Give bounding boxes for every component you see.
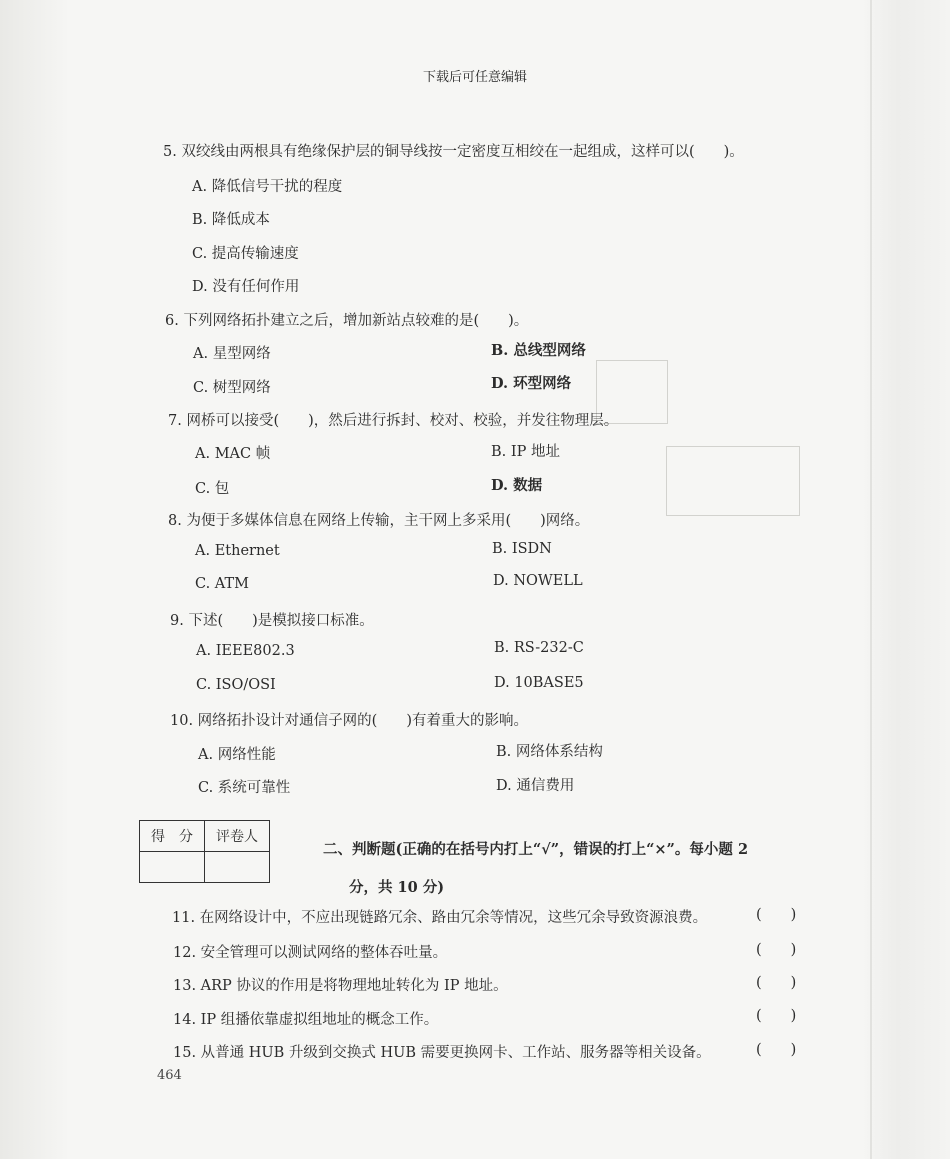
option-5a: A. 降低信号干扰的程度 <box>192 179 343 195</box>
option-8c: C. ATM <box>195 576 249 592</box>
option-7a: A. MAC 帧 <box>195 446 271 462</box>
tf-item-11: 11. 在网络设计中，不应出现链路冗余、路由冗余等情况，这些冗余导致资源浪费。 <box>172 910 708 926</box>
section-2-title-cont: 分，共 10 分) <box>349 879 445 896</box>
score-header: 得 分 <box>140 821 205 852</box>
tf-item-13: 13. ARP 协议的作用是将物理地址转化为 IP 地址。 <box>173 978 508 994</box>
tf-paren-11: ( ) <box>756 907 797 923</box>
score-cell <box>140 852 205 883</box>
tf-item-15: 15. 从普通 HUB 升级到交换式 HUB 需要更换网卡、工作站、服务器等相关设备。 <box>173 1045 711 1061</box>
page-shadow-right <box>862 0 950 1159</box>
score-table <box>139 820 270 883</box>
grader-header: 评卷人 <box>205 821 270 852</box>
grader-cell <box>205 852 270 883</box>
option-8d: D. NOWELL <box>493 573 583 589</box>
option-7b: B. IP 地址 <box>491 444 560 460</box>
option-10a: A. 网络性能 <box>198 747 276 763</box>
option-9d: D. 10BASE5 <box>494 675 584 691</box>
question-5: 5. 双绞线由两根具有绝缘保护层的铜导线按一定密度互相绞在一起组成，这样可以( )。 <box>163 144 744 160</box>
option-10d: D. 通信费用 <box>496 778 575 794</box>
tf-paren-13: ( ) <box>756 975 797 991</box>
option-5d: D. 没有任何作用 <box>192 279 300 295</box>
option-5c: C. 提高传输速度 <box>192 246 299 262</box>
option-9c: C. ISO/OSI <box>196 677 276 693</box>
option-6c: C. 树型网络 <box>193 380 271 396</box>
option-9b: B. RS-232-C <box>494 640 584 656</box>
page-header: 下载后可任意编辑 <box>422 70 527 85</box>
option-6b: B. 总线型网络 <box>491 342 586 359</box>
question-10: 10. 网络拓扑设计对通信子网的( )有着重大的影响。 <box>170 713 528 729</box>
option-9a: A. IEEE802.3 <box>196 643 295 659</box>
option-10c: C. 系统可靠性 <box>198 780 291 796</box>
option-7c: C. 包 <box>195 481 230 497</box>
option-6d: D. 环型网络 <box>491 375 572 392</box>
tf-item-12: 12. 安全管理可以测试网络的整体吞吐量。 <box>173 945 448 961</box>
option-8a: A. Ethernet <box>195 543 280 559</box>
option-5b: B. 降低成本 <box>192 212 270 228</box>
tf-paren-12: ( ) <box>756 942 797 958</box>
option-8b: B. ISDN <box>492 541 552 557</box>
bleed-through-box <box>666 446 800 516</box>
option-7d: D. 数据 <box>491 477 543 494</box>
option-10b: B. 网络体系结构 <box>496 744 603 760</box>
page-shadow-left <box>0 0 70 1159</box>
question-7: 7. 网桥可以接受( )，然后进行拆封、校对、校验，并发往物理层。 <box>168 413 619 429</box>
tf-paren-14: ( ) <box>756 1008 797 1024</box>
page-number: 464 <box>157 1068 182 1083</box>
section-2-title: 二、判断题(正确的在括号内打上“√”，错误的打上“×”。每小题 2 <box>323 841 749 858</box>
tf-paren-15: ( ) <box>756 1042 797 1058</box>
question-8: 8. 为便于多媒体信息在网络上传输，主干网上多采用( )网络。 <box>168 513 590 529</box>
option-6a: A. 星型网络 <box>193 346 271 362</box>
question-9: 9. 下述( )是模拟接口标准。 <box>170 613 374 629</box>
question-6: 6. 下列网络拓扑建立之后，增加新站点较难的是( )。 <box>165 313 529 329</box>
tf-item-14: 14. IP 组播依靠虚拟组地址的概念工作。 <box>173 1012 439 1028</box>
